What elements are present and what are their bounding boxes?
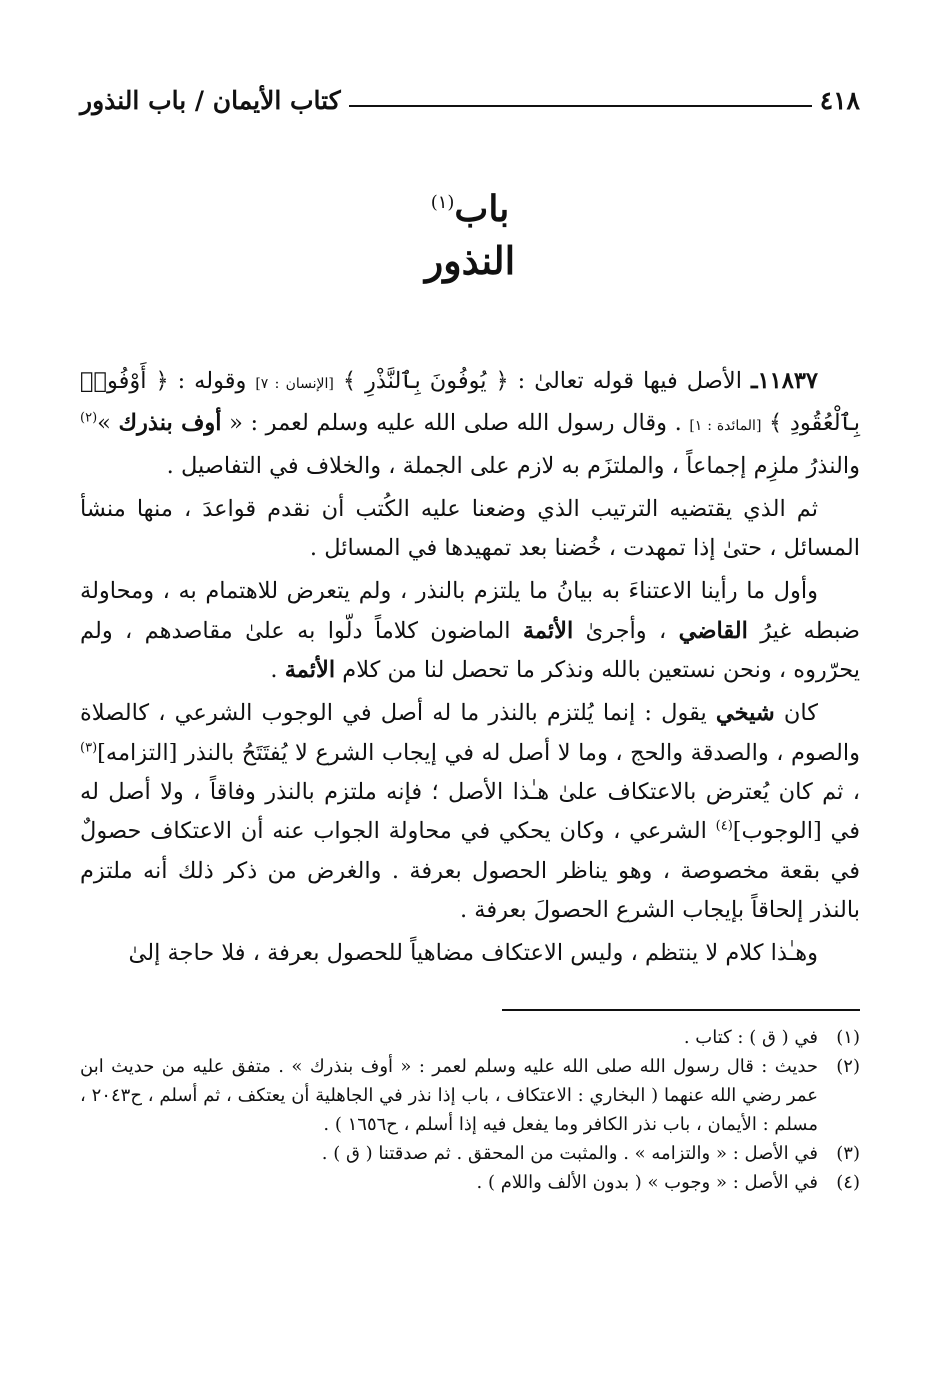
bold-term: الأئمة xyxy=(522,617,574,644)
paragraph-2: ثم الذي يقتضيه الترتيب الذي وضعنا عليه الكُتب أن نقدم قواعدَ ، منها منشأ المسائل ، حتىٰ إذا تمهدت ، خُضنا بعد تمهيدها في المسائل . xyxy=(80,495,860,562)
header-rule xyxy=(349,105,812,107)
paragraph-number: ١١٨٣٧ـ xyxy=(750,368,818,394)
footnote-text: حديث : قال رسول الله صلى الله عليه وسلم لعمر : « أوف بنذرك » . متفق عليه من حديث ابن عمر رضي الله عنهما ( البخاري : الاعتكاف ، باب إذا نذر في الجاهلية أن يعتكف ، ثم أسلم ، ح٢٠٤٣ ، مسلم : الأيمان ، باب نذر الكافر وما يفعل فيه إذا أسلم ، ح١٦٥٦ ) . xyxy=(80,1056,819,1136)
text-run: كان xyxy=(774,700,818,727)
footnote-ref-4: (٤) xyxy=(715,818,733,834)
paragraph-1 xyxy=(80,362,860,486)
footnote xyxy=(80,1052,860,1139)
quran-reference: [المائدة : ١] xyxy=(689,418,762,435)
footnote-ref-2: (٢) xyxy=(80,410,98,426)
running-title: كتاب الأيمان / باب النذور xyxy=(80,85,341,115)
text-run: والنذرُ ملزِم إجماعاً ، والملتزَم به لازم على الجملة ، والخلاف في التفاصيل . xyxy=(166,452,860,479)
chapter-footnote-ref: (١) xyxy=(430,192,455,213)
footnote-text: في الأصل : « والتزامه » . والمثبت من المحقق . ثم صدقتنا ( ق ) . xyxy=(321,1143,818,1165)
text-run: الأصل فيها قوله تعالىٰ : ﴿ يُوفُونَ بِٱلنَّذْرِ ﴾ xyxy=(333,368,751,394)
footnote-text: في الأصل : « وجوب » ( بدون الألف واللام ) . xyxy=(476,1172,818,1194)
text-run: ، وأجرىٰ xyxy=(573,617,679,644)
text-run: » xyxy=(97,410,119,437)
footnote xyxy=(80,1139,860,1168)
bold-term: شيخي xyxy=(715,700,775,727)
bold-term: الأئمة xyxy=(284,657,336,684)
page-number: ٤١٨ xyxy=(819,85,860,115)
text-run: . وقال رسول الله صلى الله عليه وسلم لعمر : « xyxy=(221,410,690,437)
chapter-heading xyxy=(80,180,860,290)
footnote xyxy=(80,1168,860,1197)
quran-reference: [الإنسان : ٧] xyxy=(255,376,334,392)
chapter-label xyxy=(80,180,860,232)
text-run: وأول ما رأينا الاعتناءَ به بيانُ ما يلتزم بالنذر ، ولم يتعرض للاهتمام به ، ومحاولة ضبطه غيرُ xyxy=(80,578,860,644)
footnotes xyxy=(80,1023,860,1197)
footnote-mark: (٢) xyxy=(836,1056,860,1078)
footnote-text: في ( ق ) : كتاب . xyxy=(683,1027,818,1049)
footnote-mark: (١) xyxy=(836,1027,860,1049)
text-run: الشرعي ، وكان يحكي في محاولة الجواب عنه أن الاعتكاف حصولٌ في بقعة مخصوصة ، وهو يناظر الحصول بعرفة . والغرض من ذكر ذلك أنه ملتزم بالنذر إلحاقاً بإيجاب الشرع الحصولَ بعرفة . xyxy=(80,818,860,923)
running-header xyxy=(80,78,860,122)
footnote-mark: (٣) xyxy=(836,1143,860,1165)
footnote-ref-3: (٣) xyxy=(80,740,98,756)
text-run: ، ثم كان يُعترض بالاعتكاف علىٰ هـٰذا الأصل ؛ فإنه ملتزم بالنذر وفاقاً ، ولا أصل له في [الوجوب] xyxy=(80,778,860,845)
main-text xyxy=(80,362,860,973)
footnote-separator xyxy=(502,1009,860,1011)
footnote xyxy=(80,1023,860,1052)
text-run: يقول : إنما يُلتزم بالنذر ما له أصل في الوجوب الشرعي ، كالصلاة والصوم ، والصدقة والحج ، وما لا أصل له في إيجاب الشرع لا يُفتَتَحُ بالنذر [التزامه] xyxy=(80,700,860,766)
text-run: الماضون كلاماً دلّوا به علىٰ مقاصدهم ، ولم يحرّروه ، ونحن نستعين بالله ونذكر ما تحصل لنا من كلام xyxy=(80,617,860,684)
text-run: وقوله : ﴿ أَوْفُوا۟ بِٱلْعُقُودِ ﴾ xyxy=(80,368,860,437)
footnote-mark: (٤) xyxy=(836,1172,860,1194)
text-run: . xyxy=(270,657,285,684)
chapter-label-text: باب xyxy=(454,188,510,230)
paragraph-4 xyxy=(80,694,860,930)
paragraph-5: وهـٰذا كلام لا ينتظم ، وليس الاعتكاف مضاهياً للحصول بعرفة ، فلا حاجة إلىٰ xyxy=(128,940,818,967)
hadith-quote: أوف بنذرك xyxy=(118,410,222,437)
paragraph-3 xyxy=(80,572,860,690)
chapter-title: النذور xyxy=(424,238,516,283)
bold-term: القاضي xyxy=(678,617,748,644)
